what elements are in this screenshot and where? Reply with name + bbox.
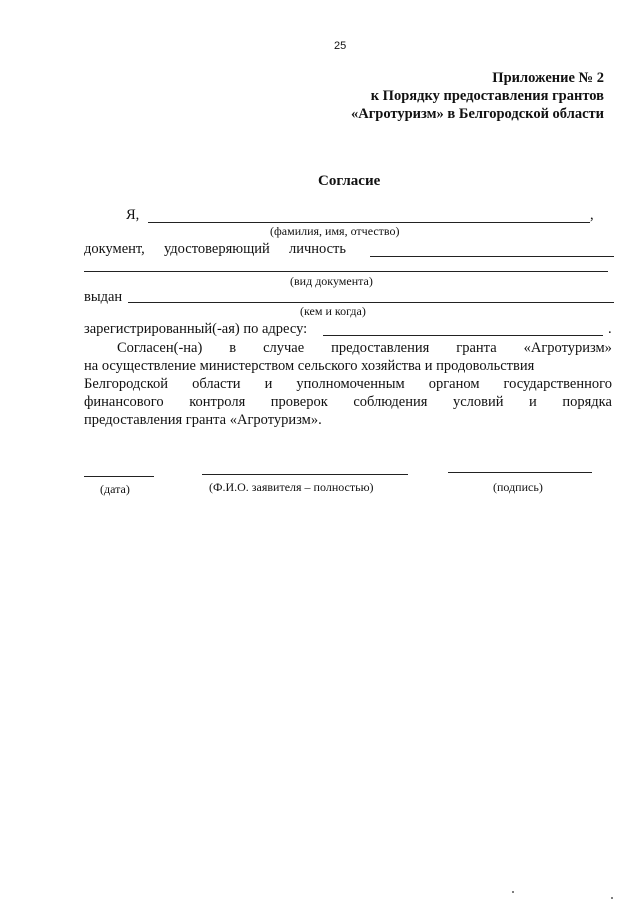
- date-caption: (дата): [100, 482, 130, 496]
- consent-line-5: предоставления гранта «Агротуризм».: [84, 412, 322, 428]
- consent-word: случае: [263, 340, 305, 356]
- consent-word: и: [264, 376, 273, 392]
- appendix-line-2: к Порядку предоставления грантов: [370, 88, 604, 104]
- issued-caption: (кем и когда): [300, 304, 366, 318]
- document-label: [84, 241, 346, 258]
- appendix-line-1: Приложение № 2: [492, 70, 604, 86]
- consent-word: органом: [428, 376, 480, 392]
- consent-word: государственного: [503, 376, 612, 392]
- document-field-line: [370, 256, 614, 257]
- consent-paragraph: [84, 339, 612, 429]
- consent-line-2: на осуществление министерством сельского хозяйства и продовольствия: [84, 358, 535, 374]
- address-field-line: [323, 335, 603, 336]
- consent-word: соблюдения: [353, 394, 428, 410]
- consent-word: условий: [452, 394, 504, 410]
- signature-field-line: [448, 472, 592, 473]
- name-field-line: [202, 474, 408, 475]
- address-label: зарегистрированный(-ая) по адресу:: [84, 321, 308, 337]
- issued-field-line: [128, 302, 614, 303]
- consent-line-3: [84, 375, 612, 393]
- issued-label: выдан: [84, 289, 123, 305]
- appendix-line-3: «Агротуризм» в Белгородской области: [351, 106, 604, 122]
- document-type-field-line: [84, 271, 608, 272]
- consent-word: контроля: [189, 394, 246, 410]
- document-title: Согласие: [318, 173, 381, 189]
- consent-word: финансового: [84, 394, 164, 410]
- i-end-comma: ,: [590, 207, 594, 223]
- document-type-caption: (вид документа): [290, 274, 373, 288]
- scan-speck: [512, 891, 514, 893]
- fio-field-line: [148, 222, 590, 223]
- consent-word: уполномоченным: [296, 376, 405, 392]
- i-label: Я,: [126, 207, 140, 223]
- document-word: удостоверяющий: [163, 241, 270, 257]
- consent-word: и: [529, 394, 537, 410]
- page-number: 25: [334, 40, 347, 52]
- fio-caption: (фамилия, имя, отчество): [270, 224, 400, 238]
- consent-line-1: [117, 339, 612, 357]
- name-caption: (Ф.И.О. заявителя – полностью): [209, 480, 374, 494]
- date-field-line: [84, 476, 154, 477]
- address-end-period: .: [608, 321, 612, 337]
- consent-word: Согласен(-на): [117, 340, 203, 356]
- appendix-header: [351, 69, 604, 123]
- consent-word: в: [229, 340, 237, 356]
- consent-word: Белгородской: [84, 376, 169, 392]
- scan-speck: [611, 897, 613, 899]
- consent-word: «Агротуризм»: [523, 340, 612, 356]
- consent-word: гранта: [456, 340, 497, 356]
- consent-word: предоставления: [331, 340, 430, 356]
- document-word: личность: [288, 241, 346, 257]
- document-word: документ,: [84, 241, 145, 257]
- consent-word: проверок: [270, 394, 328, 410]
- consent-line-4: [84, 393, 612, 411]
- signature-caption: (подпись): [493, 480, 543, 494]
- consent-word: области: [192, 376, 241, 392]
- consent-word: порядка: [562, 394, 612, 410]
